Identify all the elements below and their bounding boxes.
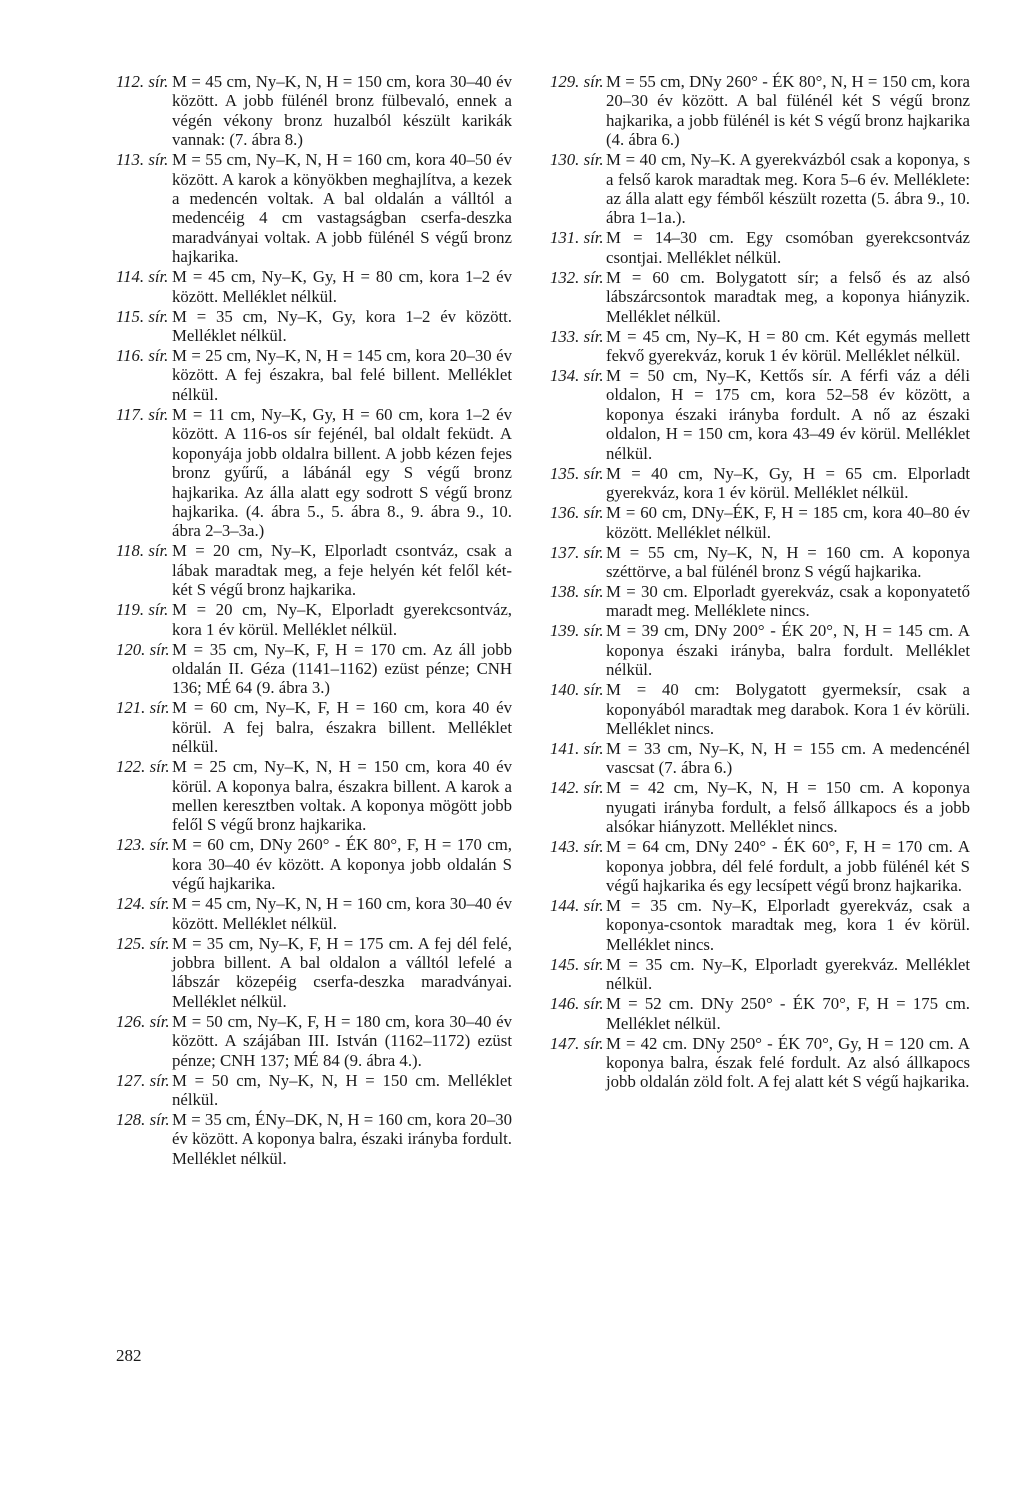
entry-label: 127. sír. — [116, 1070, 170, 1090]
entry-label: 144. sír. — [550, 895, 604, 915]
entry-text: M = 35 cm, Ny–K, Gy, kora 1–2 év között. Melléklet nélkül. — [172, 306, 512, 346]
grave-entry-119 — [116, 600, 512, 639]
grave-entry-133 — [550, 327, 970, 366]
entry-text: M = 45 cm, Ny–K, Gy, H = 80 cm, kora 1–2 év között. Melléklet nélkül. — [172, 267, 512, 306]
entry-label: 143. sír. — [550, 837, 604, 857]
grave-entry-123 — [116, 835, 512, 893]
grave-entry-116 — [116, 346, 512, 404]
entry-text: M = 55 cm, DNy 260° - ÉK 80°, N, H = 150 cm, kora 20–30 év között. A bal fülénél két S végű bronz hajkarika, a jobb fülénél is két S végű bronz hajkarika (4. ábra 6.) — [606, 72, 970, 150]
entry-text: M = 52 cm. DNy 250° - ÉK 70°, F, H = 175 cm. Melléklet nélkül. — [606, 994, 970, 1033]
grave-entry-129 — [550, 72, 970, 150]
entry-text: M = 55 cm, Ny–K, N, H = 160 cm, kora 40–50 év között. A karok a könyökben meghajlítva, a kezek a medencén voltak. A bal oldalán a válltól a medencéig 4 cm vastagságban cserfa-deszka maradványai voltak. A jobb fülénél S végű bronz hajkarika. — [172, 150, 512, 267]
entry-text: M = 35 cm, Ny–K, F, H = 175 cm. A fej dél felé, jobbra billent. A bal oldalon a válltól lefelé a lábszár közepéig cserfa-deszka maradványai. Melléklet nélkül. — [172, 933, 512, 1011]
entry-label: 137. sír. — [550, 542, 604, 562]
entry-text: M = 60 cm, Ny–K, F, H = 160 cm, kora 40 év körül. A fej balra, északra billent. Melléklet nélkül. — [172, 698, 512, 757]
entry-label: 138. sír. — [550, 581, 604, 601]
entry-label: 124. sír. — [116, 894, 170, 914]
grave-entry-145 — [550, 955, 970, 994]
entry-text: M = 20 cm, Ny–K, Elporladt csontváz, csak a lábak maradtak meg, a feje helyén két felől két-két S végű bronz hajkarika. — [172, 541, 512, 600]
grave-entry-137 — [550, 543, 970, 582]
entry-label: 147. sír. — [550, 1033, 604, 1053]
grave-entry-147 — [550, 1034, 970, 1092]
grave-entry-142 — [550, 778, 970, 836]
entry-text: M = 50 cm, Ny–K, N, H = 150 cm. Melléklet nélkül. — [172, 1070, 512, 1110]
entry-text: M = 20 cm, Ny–K, Elporladt gyerekcsontváz, kora 1 év körül. Melléklet nélkül. — [172, 600, 512, 639]
entry-text: M = 35 cm. Ny–K, Elporladt gyerekváz, csak a koponya-csontok maradtak meg, kora 1 év körül. Melléklet nincs. — [606, 895, 970, 954]
grave-entry-130 — [550, 150, 970, 228]
entry-text: M = 42 cm, Ny–K, N, H = 150 cm. A koponya nyugati irányba fordult, a felső állkapocs és a jobb alsókar hiányzott. Melléklet nincs. — [606, 778, 970, 837]
grave-entry-144 — [550, 896, 970, 954]
entry-label: 142. sír. — [550, 778, 604, 798]
entry-text: M = 40 cm: Bolygatott gyermeksír, csak a koponyából maradtak meg darabok. Kora 1 év körüli. Melléklet nincs. — [606, 680, 970, 738]
entry-label: 140. sír. — [550, 680, 604, 700]
entry-label: 146. sír. — [550, 994, 604, 1014]
entry-text: M = 35 cm, Ny–K, F, H = 170 cm. Az áll jobb oldalán II. Géza (1141–1162) ezüst pénze; CNH 136; MÉ 64 (9. ábra 3.) — [172, 639, 512, 698]
entry-label: 115. sír. — [116, 306, 169, 326]
entry-label: 135. sír. — [550, 463, 604, 483]
grave-entry-135 — [550, 464, 970, 503]
grave-entry-122 — [116, 757, 512, 835]
entry-label: 136. sír. — [550, 503, 604, 523]
grave-entry-121 — [116, 698, 512, 756]
entry-label: 126. sír. — [116, 1011, 170, 1031]
grave-entry-113 — [116, 150, 512, 266]
entry-label: 134. sír. — [550, 366, 604, 386]
entry-text: M = 25 cm, Ny–K, N, H = 150 cm, kora 40 év körül. A koponya balra, északra billent. A karok a mellen keresztben voltak. A koponya mögött jobb felől S végű bronz hajkarika. — [172, 757, 512, 835]
grave-entry-120 — [116, 640, 512, 698]
entry-label: 129. sír. — [550, 72, 604, 91]
entry-text: M = 25 cm, Ny–K, N, H = 145 cm, kora 20–30 év között. A fej északra, bal felé billent. Melléklet nélkül. — [172, 346, 512, 404]
entry-text: M = 50 cm, Ny–K, Kettős sír. A férfi váz a déli oldalon, H = 175 cm, kora 52–58 év között, a koponya északi irányba fordult. A nő az északi oldalon, H = 150 cm, kora 43–49 év körül. Melléklet nélkül. — [606, 366, 970, 463]
entry-text: M = 60 cm, DNy 260° - ÉK 80°, F, H = 170 cm, kora 30–40 év között. A koponya jobb oldalán S végű hajkarika. — [172, 835, 512, 894]
grave-entry-118 — [116, 541, 512, 599]
entry-text: M = 30 cm. Elporladt gyerekváz, csak a koponyatető maradt meg. Melléklete nincs. — [606, 581, 970, 621]
entry-label: 145. sír. — [550, 954, 604, 974]
right-column — [550, 72, 970, 1092]
grave-entry-125 — [116, 934, 512, 1012]
entry-text: M = 45 cm, Ny–K, N, H = 160 cm, kora 30–40 év között. Melléklet nélkül. — [172, 894, 512, 933]
entry-label: 120. sír. — [116, 639, 170, 659]
entry-label: 112. sír. — [116, 72, 169, 91]
entry-label: 113. sír. — [116, 150, 169, 170]
entry-text: M = 42 cm. DNy 250° - ÉK 70°, Gy, H = 120 cm. A koponya balra, észak felé fordult. Az alsó állkapocs jobb oldalán zöld folt. A fej alatt két S végű hajkarika. — [606, 1033, 970, 1092]
page-number: 282 — [116, 1346, 142, 1365]
entry-text: M = 55 cm, Ny–K, N, H = 160 cm. A koponya széttörve, a bal fülénél bronz S végű hajkarika. — [606, 542, 970, 581]
grave-entry-134 — [550, 366, 970, 463]
left-column — [116, 72, 512, 1168]
grave-entry-117 — [116, 405, 512, 541]
entry-text: M = 40 cm, Ny–K, Gy, H = 65 cm. Elporladt gyerekváz, kora 1 év körül. Melléklet nélkül. — [606, 463, 970, 503]
entry-label: 118. sír. — [116, 541, 169, 561]
grave-entry-131 — [550, 228, 970, 267]
grave-entry-126 — [116, 1012, 512, 1070]
entry-label: 123. sír. — [116, 835, 170, 855]
entry-label: 132. sír. — [550, 267, 604, 287]
entry-label: 119. sír. — [116, 600, 169, 620]
grave-entry-141 — [550, 739, 970, 778]
grave-entry-128 — [116, 1110, 512, 1168]
grave-entry-143 — [550, 837, 970, 895]
entry-label: 116. sír. — [116, 346, 169, 366]
grave-entry-115 — [116, 307, 512, 346]
entry-label: 131. sír. — [550, 228, 604, 248]
grave-entry-114 — [116, 267, 512, 306]
grave-entry-112 — [116, 72, 512, 150]
grave-entry-136 — [550, 503, 970, 542]
entry-text: M = 35 cm. Ny–K, Elporladt gyerekváz. Melléklet nélkül. — [606, 954, 970, 994]
grave-entry-132 — [550, 268, 970, 326]
entry-label: 133. sír. — [550, 326, 604, 346]
entry-text: M = 11 cm, Ny–K, Gy, H = 60 cm, kora 1–2 év között. A 116-os sír fejénél, bal oldalt feküdt. A koponyája jobb oldalra billent. A jobb kézen fejes bronz gyűrű, a lábánál egy S végű bronz hajkarika. Az álla alatt egy sodrott S végű bronz hajkarika. (4. ábra 5., 5. ábra 8., 9. ábra 9., 10. ábra 2–3–3a.) — [172, 404, 512, 541]
entry-label: 122. sír. — [116, 757, 170, 777]
entry-text: M = 60 cm, DNy–ÉK, F, H = 185 cm, kora 40–80 év között. Melléklet nélkül. — [606, 503, 970, 542]
entry-text: M = 45 cm, Ny–K, H = 80 cm. Két egymás mellett fekvő gyerekváz, koruk 1 év körül. Melléklet nélkül. — [606, 326, 970, 366]
entry-text: M = 40 cm, Ny–K. A gyerekvázból csak a koponya, s a felső karok maradtak meg. Kora 5–6 év. Melléklete: az álla alatt egy fémből készült rozetta (5. ábra 9., 10. ábra 1–1a.). — [606, 150, 970, 228]
grave-entry-127 — [116, 1071, 512, 1110]
entry-text: M = 39 cm, DNy 200° - ÉK 20°, N, H = 145 cm. A koponya északi irányba, balra fordult. Melléklet nélkül. — [606, 621, 970, 680]
entry-text: M = 35 cm, ÉNy–DK, N, H = 160 cm, kora 20–30 év között. A koponya balra, északi irányba fordult. Melléklet nélkül. — [172, 1110, 512, 1168]
entry-label: 141. sír. — [550, 738, 604, 758]
entry-text: M = 60 cm. Bolygatott sír; a felső és az alsó lábszárcsontok maradtak meg, a koponya hiányzik. Melléklet nélkül. — [606, 267, 970, 326]
entry-label: 139. sír. — [550, 621, 604, 641]
grave-entry-124 — [116, 894, 512, 933]
grave-entry-146 — [550, 994, 970, 1033]
entry-text: M = 50 cm, Ny–K, F, H = 180 cm, kora 30–40 év között. A szájában III. István (1162–1172) ezüst pénze; CNH 137; MÉ 84 (9. ábra 4.). — [172, 1011, 512, 1070]
grave-entry-139 — [550, 621, 970, 679]
entry-text: M = 14–30 cm. Egy csomóban gyerekcsontváz csontjai. Melléklet nélkül. — [606, 228, 970, 267]
entry-text: M = 45 cm, Ny–K, N, H = 150 cm, kora 30–40 év között. A jobb fülénél bronz fülbevaló, ennek a végén vékony bronz huzalból készült karikák vannak: (7. ábra 8.) — [172, 72, 512, 150]
entry-label: 128. sír. — [116, 1110, 170, 1130]
entry-label: 130. sír. — [550, 150, 604, 170]
entry-label: 117. sír. — [116, 404, 169, 424]
grave-entry-140 — [550, 680, 970, 738]
grave-entry-138 — [550, 582, 970, 621]
entry-text: M = 64 cm, DNy 240° - ÉK 60°, F, H = 170 cm. A koponya jobbra, dél felé fordult, a jobb fülénél két S végű hajkarika és egy lecsípett végű bronz hajkarika. — [606, 837, 970, 895]
entry-text: M = 33 cm, Ny–K, N, H = 155 cm. A medencénél vascsat (7. ábra 6.) — [606, 738, 970, 778]
entry-label: 121. sír. — [116, 698, 170, 718]
entry-label: 114. sír. — [116, 267, 169, 287]
entry-label: 125. sír. — [116, 933, 170, 953]
